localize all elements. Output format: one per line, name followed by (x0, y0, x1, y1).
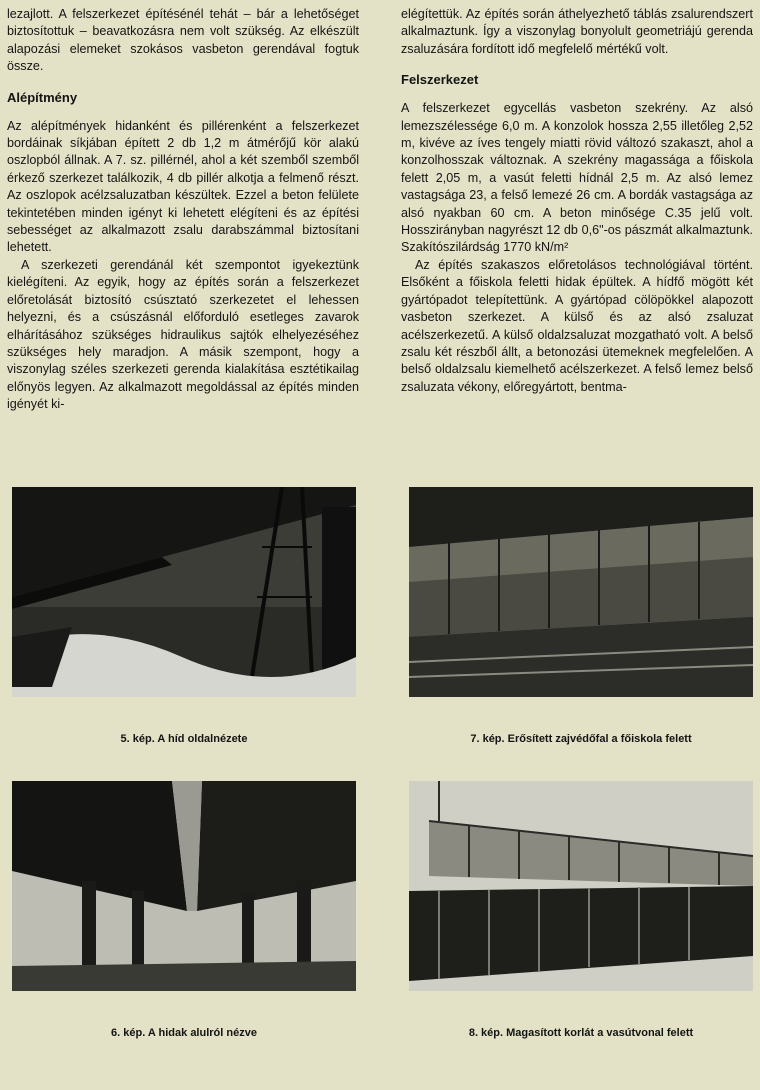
photo-bridges-from-below (12, 781, 356, 991)
left-paragraph-1: Az alépítmények hidanként és pillérenként a felszerkezet bordáinak síkjában épített 2 db 1,2 m átmérőjű kör alakú oszlopból állnak. A 7. sz. pillérnél, ahol a két szemből szemből érkező szerkezet találkozik, 4 db pillér alkotja a felmenő részt. Az oszlopok acélzsaluzatban készültek. Ezzel a beton felülete tekintetében minden igényt ki lehetett elégíteni és az építési sebességet az alkalmazott zsalu darabszámmal biztosítani lehetett. (7, 118, 359, 255)
photo-bridge-side-view (12, 487, 356, 697)
caption-photo-7: 7. kép. Erősített zajvédőfal a főiskola felett (470, 733, 692, 745)
right-column (401, 6, 753, 396)
caption-photo-8: 8. kép. Magasított korlát a vasútvonal felett (468, 1027, 694, 1039)
caption-photo-5: 5. kép. A híd oldalnézete (120, 733, 248, 745)
right-intro-paragraph: elégítettük. Az építés során áthelyezhető táblás zsalurendszert alkalmaztunk. Így a viszonylag bonyolult geometriájú gerenda zsaluzására fordított idő megfelelő mértékű volt. (401, 7, 753, 56)
section-heading-alepitmeny: Alépítmény (7, 89, 78, 105)
right-paragraph-2: Az építés szakaszos előretolásos technológiával történt. Elsőként a főiskola feletti hidak épültek. A hídfő mögött két gyártópadot telepítettünk. A gyártópad cölöpökkel alapozott vasbeton szerkezet. A külső és az alsó zsaluzat acélszerkezetű. A külső oldalzsaluzat mozgatható volt. A belső zsalu két részből állt, a betonozási ütemeknek megfelelően. A belső oldalzsalu kiemelhető acélszerkezet. A felső lemez belső zsaluzata vékony, előregyártott, bentma- (401, 257, 753, 394)
right-paragraph-1: A felszerkezet egycellás vasbeton szekrény. Az alsó lemezszélessége 6,0 m. A konzolok hossza 2,55 illetőleg 2,52 m, kivéve az íves tengely miatti rövid változó szakaszt, ahol a konzolhosszak változnak. A szekrény magassága a főiskola felett 2,05 m, a vasút feletti hídnál 2,5 m. Az alsó lemez vastagsága 23, a felső lemezé 26 cm. A bordák vastagsága az alsó nyakban 60 cm. A beton minősége C.35 jelű volt. Hosszirányban nagyrészt 12 db 0,6"-os pászmát alkalmaztunk. Szakítószilárdság 1770 kN/m² (401, 101, 753, 255)
section-heading-felszerkezet: Felszerkezet (401, 72, 479, 88)
photo-noise-barrier (409, 487, 753, 697)
left-paragraph-2: A szerkezeti gerendánál két szempontot igyekeztünk kielégíteni. Az egyik, hogy az építés során a felszerkezet előretolását biztosító csúsztató szerkezetet el lehessen helyezni, és a csúszásnál előforduló esetleges zavarok elhárításához szükséges hidraulikus sajtók elhelyezéséhez szükséges hely maradjon. A másik szempont, hogy a viszonylag széles szerkezeti gerenda kialakítása esztétikailag előnyös legyen. Az alkalmazott megoldással az építés minden igényét ki- (7, 257, 359, 412)
left-column (7, 6, 359, 414)
photo-raised-railing (409, 781, 753, 991)
caption-photo-6: 6. kép. A hidak alulról nézve (111, 1027, 257, 1039)
left-intro-paragraph: lezajlott. A felszerkezet építésénél tehát – bár a lehetőséget biztosítottuk – beavatkozásra nem volt szükség. Az elkészült alapozási elemeket szokásos vasbeton gerendával fogtuk össze. (7, 7, 359, 74)
